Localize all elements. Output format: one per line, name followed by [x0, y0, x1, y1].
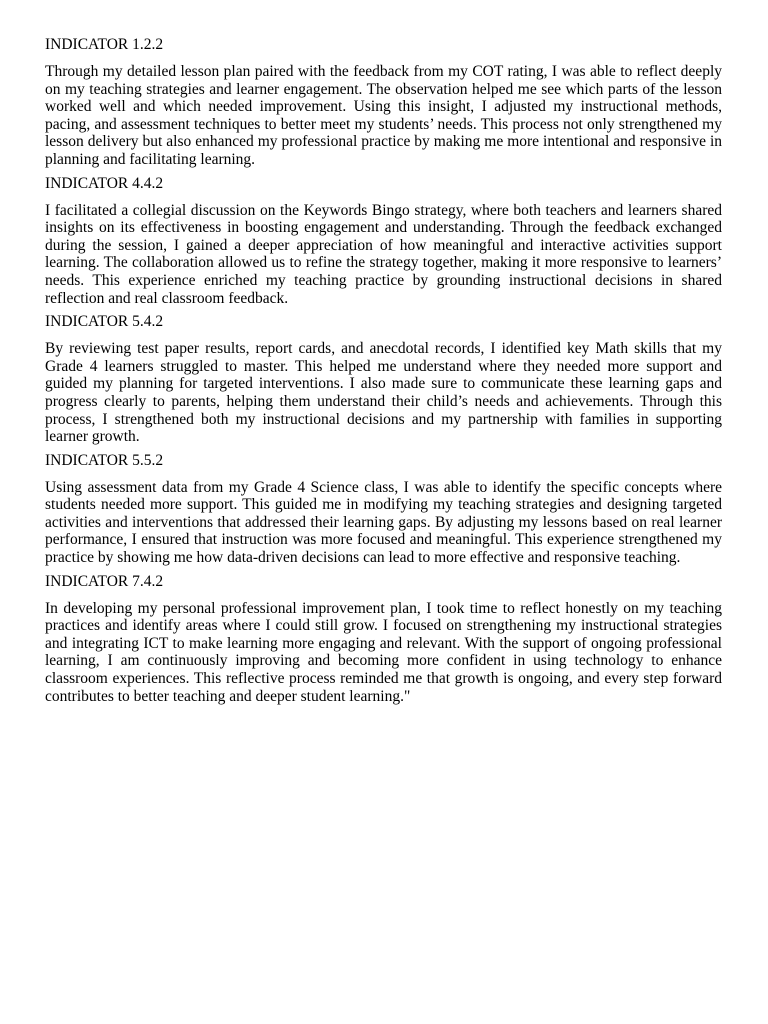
- indicator-heading: INDICATOR 5.5.2: [45, 451, 164, 469]
- indicator-section-1-2-2: [45, 36, 722, 169]
- indicator-heading: INDICATOR 5.4.2: [45, 313, 164, 331]
- indicator-heading: INDICATOR 4.4.2: [45, 174, 164, 192]
- indicator-paragraph: Through my detailed lesson plan paired with the feedback from my COT rating, I was able to reflect deeply on my teaching strategies and learner engagement. The observation helped me see which parts of the lesson worked well and which needed improvement. Using this insight, I adjusted my instructional methods, pacing, and assessment techniques to better meet my students’ needs. This process not only strengthened my lesson delivery but also enhanced my professional practice by making me more intentional and responsive in planning and facilitating learning.: [45, 63, 722, 168]
- indicator-paragraph: Using assessment data from my Grade 4 Science class, I was able to identify the specific concepts where students needed more support. This guided me in modifying my teaching strategies and designing targeted activities and interventions that addressed their learning gaps. By adjusting my lessons based on real learner performance, I ensured that instruction was more focused and meaningful. This experience strengthened my practice by showing me how data-driven decisions can lead to more effective and responsive teaching.: [45, 478, 722, 567]
- indicator-section-7-4-2: [45, 573, 722, 706]
- indicator-section-4-4-2: [45, 175, 722, 308]
- indicator-section-5-5-2: [45, 452, 722, 567]
- indicator-section-5-4-2: [45, 313, 722, 446]
- indicator-heading: INDICATOR 1.2.2: [45, 36, 164, 53]
- indicator-heading: INDICATOR 7.4.2: [45, 572, 164, 590]
- indicator-paragraph: In developing my personal professional improvement plan, I took time to reflect honestly on my teaching practices and identify areas where I could still grow. I focused on strengthening my instructional strategies and integrating ICT to make learning more engaging and relevant. With the support of ongoing professional learning, I am continuously improving and becoming more confident in using technology to enhance classroom experiences. This reflective process reminded me that growth is ongoing, and every step forward contributes to better teaching and deeper student learning.": [45, 599, 722, 705]
- indicator-paragraph: By reviewing test paper results, report cards, and anecdotal records, I identified key Math skills that my Grade 4 learners struggled to master. This helped me understand where they needed more support and guided my planning for targeted interventions. I also made sure to communicate these learning gaps and progress clearly to parents, helping them understand their child’s needs and achievements. Through this process, I strengthened both my instructional decisions and my partnership with families in supporting learner growth.: [45, 340, 722, 446]
- indicator-paragraph: I facilitated a collegial discussion on the Keywords Bingo strategy, where both teachers and learners shared insights on its effectiveness in boosting engagement and understanding. Through the feedback exchanged during the session, I gained a deeper appreciation of how meaningful and interactive activities support learning. The collaboration allowed us to refine the strategy together, making it more responsive to learners’ needs. This experience enriched my teaching practice by grounding instructional decisions in shared reflection and real classroom feedback.: [45, 201, 722, 307]
